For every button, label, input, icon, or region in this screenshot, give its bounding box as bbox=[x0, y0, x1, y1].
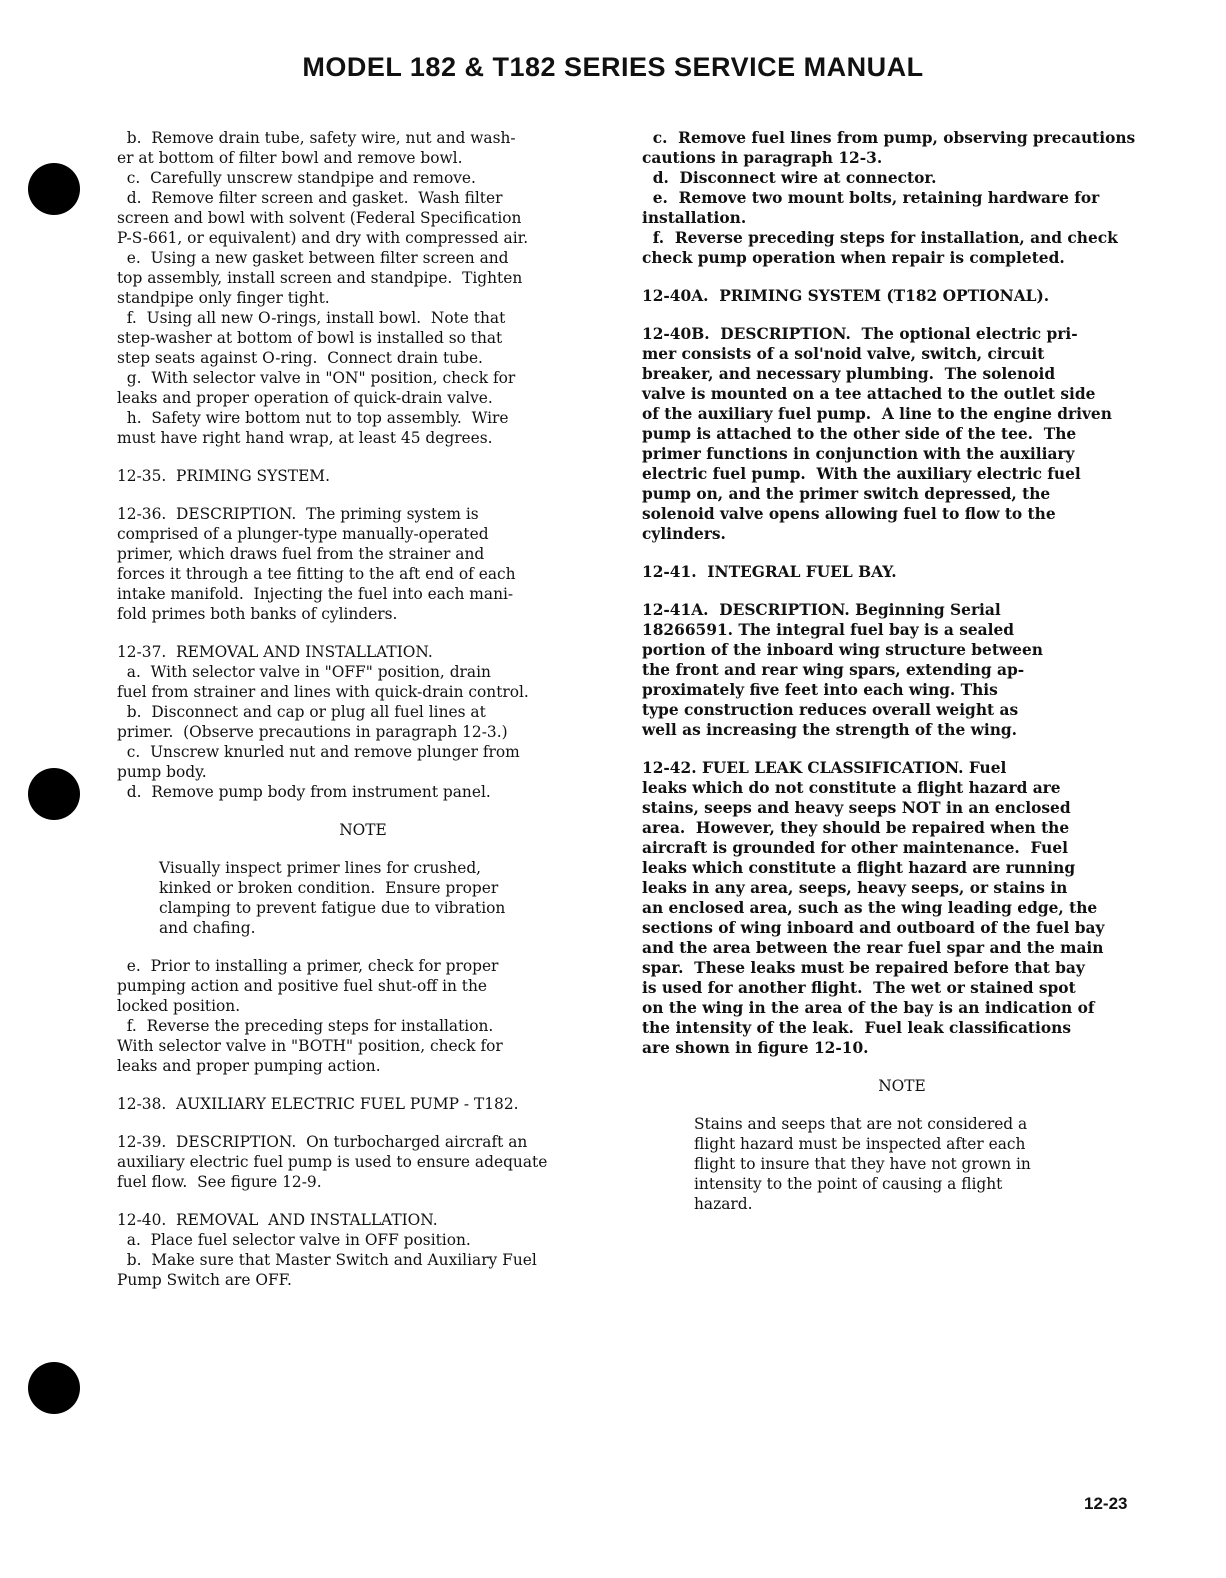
section-12-38-heading: 12-38. AUXILIARY ELECTRIC FUEL PUMP - T182. bbox=[117, 1095, 519, 1113]
text-line: primer functions in conjunction with the auxiliary bbox=[642, 445, 1075, 463]
note-body bbox=[117, 858, 609, 938]
text-line: step seats against O-ring. Connect drain tube. bbox=[117, 349, 483, 367]
text-line: pump body. bbox=[117, 763, 207, 781]
section-12-40a-heading: 12-40A. PRIMING SYSTEM (T182 OPTIONAL). bbox=[642, 287, 1050, 305]
section-12-36-paragraph bbox=[117, 504, 609, 624]
text-line: g. With selector valve in "ON" position, check for bbox=[117, 369, 516, 387]
text-line: type construction reduces overall weight as bbox=[642, 701, 1019, 719]
text-line: sections of wing inboard and outboard of the fuel bay bbox=[642, 919, 1105, 937]
text-line: check pump operation when repair is completed. bbox=[642, 249, 1065, 267]
text-line: portion of the inboard wing structure between bbox=[642, 641, 1043, 659]
text-line: screen and bowl with solvent (Federal Specification bbox=[117, 209, 522, 227]
text-line: 12-39. DESCRIPTION. On turbocharged aircraft an bbox=[117, 1133, 528, 1151]
text-line: primer. (Observe precautions in paragraph 12-3.) bbox=[117, 723, 508, 741]
section-12-37-steps-continued bbox=[117, 956, 609, 1076]
text-line: e. Prior to installing a primer, check for proper bbox=[117, 957, 499, 975]
text-line: the intensity of the leak. Fuel leak classifications bbox=[642, 1019, 1071, 1037]
text-line: an enclosed area, such as the wing leading edge, the bbox=[642, 899, 1098, 917]
text-line: 12-41A. DESCRIPTION. Beginning Serial bbox=[642, 601, 1001, 619]
section-12-42-paragraph bbox=[642, 758, 1162, 1058]
text-line: h. Safety wire bottom nut to top assembly. Wire bbox=[117, 409, 509, 427]
text-line: mer consists of a sol'noid valve, switch, circuit bbox=[642, 345, 1045, 363]
text-line: a. With selector valve in "OFF" position, drain bbox=[117, 663, 491, 681]
text-line: leaks and proper operation of quick-drain valve. bbox=[117, 389, 493, 407]
text-line: are shown in figure 12-10. bbox=[642, 1039, 869, 1057]
text-line: stains, seeps and heavy seeps NOT in an enclosed bbox=[642, 799, 1071, 817]
note-title: NOTE bbox=[339, 821, 387, 839]
text-line: electric fuel pump. With the auxiliary electric fuel bbox=[642, 465, 1081, 483]
punch-hole-middle bbox=[28, 768, 80, 820]
text-line: pump on, and the primer switch depressed, the bbox=[642, 485, 1051, 503]
text-line: clamping to prevent fatigue due to vibration bbox=[159, 899, 506, 917]
text-line: must have right hand wrap, at least 45 degrees. bbox=[117, 429, 493, 447]
text-line: leaks and proper pumping action. bbox=[117, 1057, 381, 1075]
section-12-41-heading: 12-41. INTEGRAL FUEL BAY. bbox=[642, 563, 897, 581]
text-line: b. Remove drain tube, safety wire, nut and wash- bbox=[117, 129, 516, 147]
text-line: well as increasing the strength of the wing. bbox=[642, 721, 1018, 739]
text-line: b. Make sure that Master Switch and Auxiliary Fuel bbox=[117, 1251, 537, 1269]
punch-hole-bottom bbox=[28, 1362, 80, 1414]
text-line: leaks which do not constitute a flight hazard are bbox=[642, 779, 1061, 797]
text-line: 18266591. The integral fuel bay is a sealed bbox=[642, 621, 1015, 639]
text-line: pumping action and positive fuel shut-off in the bbox=[117, 977, 487, 995]
text-line: spar. These leaks must be repaired before that bay bbox=[642, 959, 1085, 977]
right-column bbox=[642, 128, 1162, 1214]
section-12-40b-paragraph bbox=[642, 324, 1162, 544]
text-line: of the auxiliary fuel pump. A line to the engine driven bbox=[642, 405, 1112, 423]
text-line: P-S-661, or equivalent) and dry with compressed air. bbox=[117, 229, 529, 247]
text-line: hazard. bbox=[694, 1195, 753, 1213]
text-line: on the wing in the area of the bay is an indication of bbox=[642, 999, 1095, 1017]
left-column bbox=[117, 128, 609, 1290]
text-line: aircraft is grounded for other maintenance. Fuel bbox=[642, 839, 1068, 857]
text-line: flight hazard must be inspected after each bbox=[694, 1135, 1026, 1153]
text-line: d. Remove pump body from instrument panel. bbox=[117, 783, 491, 801]
text-line: d. Disconnect wire at connector. bbox=[642, 169, 937, 187]
text-line: breaker, and necessary plumbing. The solenoid bbox=[642, 365, 1056, 383]
text-line: fuel flow. See figure 12-9. bbox=[117, 1173, 322, 1191]
section-12-40-heading: 12-40. REMOVAL AND INSTALLATION. bbox=[117, 1211, 438, 1229]
text-line: 12-42. FUEL LEAK CLASSIFICATION. Fuel bbox=[642, 759, 1007, 777]
text-line: comprised of a plunger-type manually-operated bbox=[117, 525, 489, 543]
note-title: NOTE bbox=[878, 1077, 926, 1095]
text-line: auxiliary electric fuel pump is used to ensure adequate bbox=[117, 1153, 548, 1171]
text-line: e. Using a new gasket between filter screen and bbox=[117, 249, 509, 267]
text-line: cylinders. bbox=[642, 525, 726, 543]
section-12-37-steps bbox=[117, 662, 609, 802]
pump-removal-steps bbox=[642, 128, 1162, 268]
text-line: kinked or broken condition. Ensure proper bbox=[159, 879, 499, 897]
section-12-39-paragraph bbox=[117, 1132, 609, 1192]
text-line: step-washer at bottom of bowl is installed so that bbox=[117, 329, 503, 347]
text-line: area. However, they should be repaired when the bbox=[642, 819, 1070, 837]
text-line: c. Remove fuel lines from pump, observing precautions bbox=[642, 129, 1136, 147]
text-line: the front and rear wing spars, extending ap- bbox=[642, 661, 1025, 679]
text-line: top assembly, install screen and standpipe. Tighten bbox=[117, 269, 523, 287]
text-line: leaks in any area, seeps, heavy seeps, or stains in bbox=[642, 879, 1068, 897]
text-line: and the area between the rear fuel spar and the main bbox=[642, 939, 1104, 957]
text-line: er at bottom of filter bowl and remove bowl. bbox=[117, 149, 463, 167]
section-12-40-steps bbox=[117, 1230, 609, 1290]
text-line: 12-36. DESCRIPTION. The priming system is bbox=[117, 505, 479, 523]
text-line: c. Carefully unscrew standpipe and remove. bbox=[117, 169, 476, 187]
text-line: primer, which draws fuel from the strainer and bbox=[117, 545, 485, 563]
text-line: Visually inspect primer lines for crushed, bbox=[159, 859, 482, 877]
page-number: 12-23 bbox=[1084, 1494, 1128, 1513]
section-12-35-heading: 12-35. PRIMING SYSTEM. bbox=[117, 467, 330, 485]
text-line: 12-40B. DESCRIPTION. The optional electric pri- bbox=[642, 325, 1078, 343]
text-line: flight to insure that they have not grown in bbox=[694, 1155, 1031, 1173]
text-line: fold primes both banks of cylinders. bbox=[117, 605, 398, 623]
text-line: is used for another flight. The wet or stained spot bbox=[642, 979, 1076, 997]
text-line: a. Place fuel selector valve in OFF position. bbox=[117, 1231, 471, 1249]
text-line: intensity to the point of causing a flight bbox=[694, 1175, 1003, 1193]
text-line: forces it through a tee fitting to the aft end of each bbox=[117, 565, 516, 583]
text-line: installation. bbox=[642, 209, 747, 227]
section-12-41a-paragraph bbox=[642, 600, 1162, 740]
text-line: d. Remove filter screen and gasket. Wash filter bbox=[117, 189, 503, 207]
filter-steps bbox=[117, 128, 609, 448]
text-line: and chafing. bbox=[159, 919, 256, 937]
text-line: f. Reverse the preceding steps for installation. bbox=[117, 1017, 494, 1035]
text-line: fuel from strainer and lines with quick-drain control. bbox=[117, 683, 529, 701]
text-line: With selector valve in "BOTH" position, check for bbox=[117, 1037, 503, 1055]
text-line: valve is mounted on a tee attached to the outlet side bbox=[642, 385, 1096, 403]
punch-hole-top bbox=[28, 163, 80, 215]
text-line: intake manifold. Injecting the fuel into each mani- bbox=[117, 585, 514, 603]
section-12-37-heading: 12-37. REMOVAL AND INSTALLATION. bbox=[117, 643, 433, 661]
note-body bbox=[642, 1114, 1162, 1214]
text-line: Stains and seeps that are not considered a bbox=[694, 1115, 1028, 1133]
text-line: pump is attached to the other side of the tee. The bbox=[642, 425, 1077, 443]
text-line: e. Remove two mount bolts, retaining hardware for bbox=[642, 189, 1100, 207]
text-line: b. Disconnect and cap or plug all fuel lines at bbox=[117, 703, 486, 721]
text-line: cautions in paragraph 12-3. bbox=[642, 149, 883, 167]
text-line: proximately five feet into each wing. This bbox=[642, 681, 998, 699]
text-line: leaks which constitute a flight hazard are running bbox=[642, 859, 1076, 877]
text-line: f. Using all new O-rings, install bowl. Note that bbox=[117, 309, 506, 327]
text-line: f. Reverse preceding steps for installation, and check bbox=[642, 229, 1118, 247]
text-line: Pump Switch are OFF. bbox=[117, 1271, 292, 1289]
text-line: locked position. bbox=[117, 997, 241, 1015]
text-line: c. Unscrew knurled nut and remove plunger from bbox=[117, 743, 520, 761]
text-line: solenoid valve opens allowing fuel to flow to the bbox=[642, 505, 1056, 523]
page-title: MODEL 182 & T182 SERIES SERVICE MANUAL bbox=[302, 52, 924, 82]
text-line: standpipe only finger tight. bbox=[117, 289, 330, 307]
